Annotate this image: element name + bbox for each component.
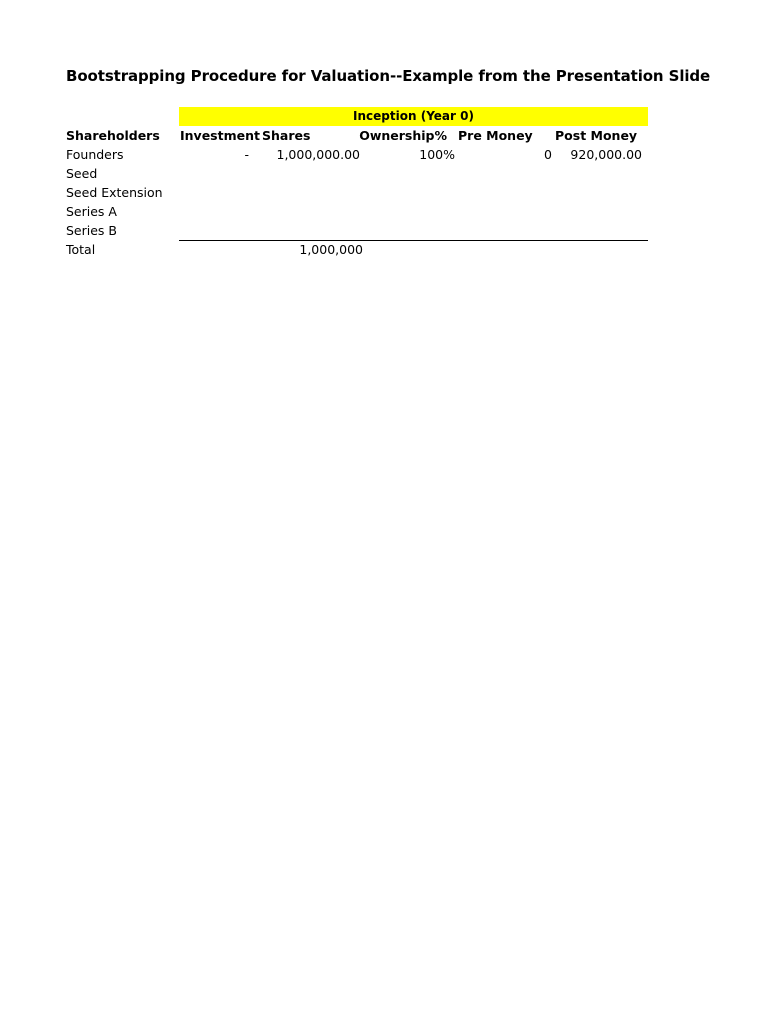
- row-label: Seed Extension: [66, 185, 163, 200]
- col-header-shares: Shares: [262, 128, 311, 143]
- row-label: Seed: [66, 166, 98, 181]
- post-money-cell: 920,000.00: [570, 147, 642, 162]
- col-header-shareholders: Shareholders: [66, 128, 160, 143]
- col-header-pre-money: Pre Money: [458, 128, 533, 143]
- row-label: Series B: [66, 223, 117, 238]
- pre-money-cell: 0: [544, 147, 552, 162]
- inception-header-label: Inception (Year 0): [353, 109, 474, 123]
- col-header-ownership: Ownership%: [359, 128, 447, 143]
- total-label: Total: [66, 242, 96, 257]
- inception-header-band: [179, 107, 648, 126]
- row-label: Founders: [66, 147, 124, 162]
- col-header-investment: Investment: [180, 128, 260, 143]
- page-title: Bootstrapping Procedure for Valuation--Example from the Presentation Slide: [66, 67, 711, 85]
- ownership-cell: 100%: [419, 147, 455, 162]
- total-rule: [179, 240, 648, 241]
- row-label: Series A: [66, 204, 117, 219]
- col-header-post-money: Post Money: [555, 128, 638, 143]
- investment-cell: -: [244, 147, 249, 162]
- total-shares-cell: 1,000,000: [299, 242, 363, 257]
- shares-cell: 1,000,000.00: [276, 147, 360, 162]
